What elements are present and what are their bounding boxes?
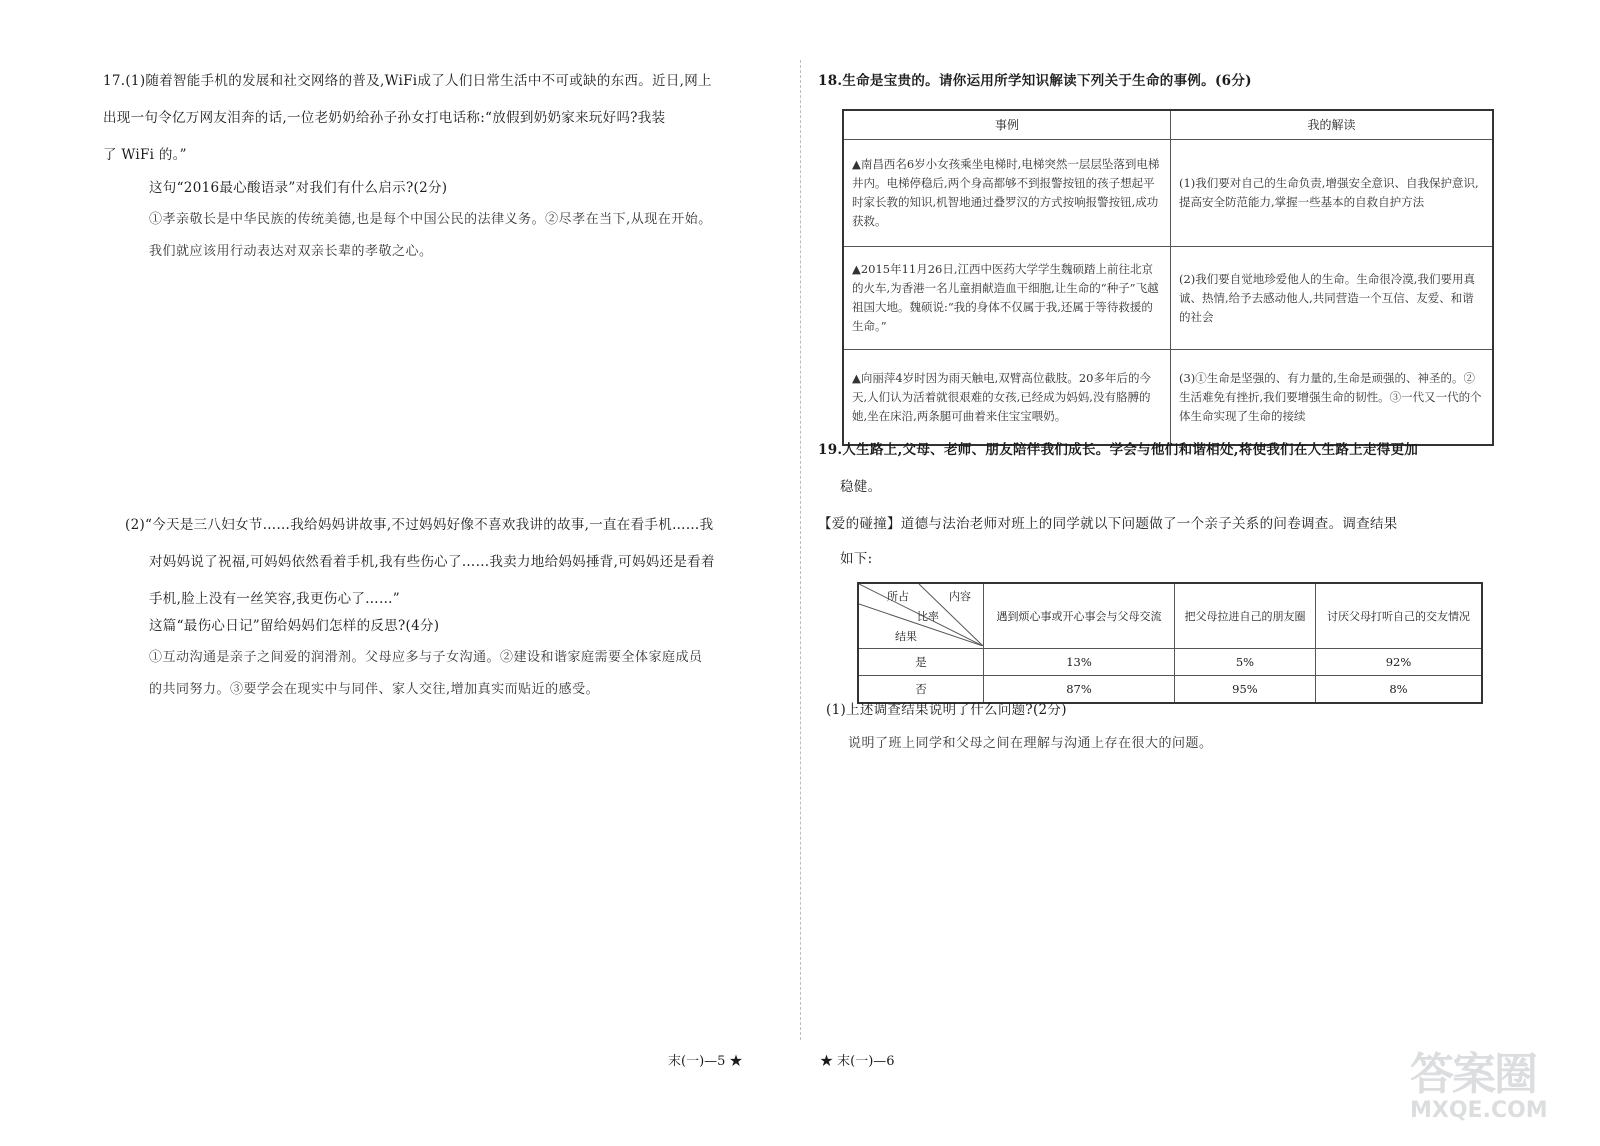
q17-part1: [103, 68, 783, 266]
q17-p2-answer-line: 的共同努力。③要学会在现实中与同伴、家人交往,增加真实而贴近的感受。: [149, 682, 600, 697]
q19-cell: 95%: [1174, 676, 1315, 704]
q19-intro-line: 如下:: [840, 551, 873, 567]
q17-p2-answer-line: ①互动沟通是亲子之间爱的润滑剂。父母应多与子女沟通。②建设和谐家庭需要全体家庭成员: [149, 650, 703, 665]
corner-label-top-left: 所占: [887, 590, 909, 603]
q18-reading-cell: (1)我们要对自己的生命负责,增强安全意识、自我保护意识,提高安全防范能力,掌握一些基本的自救自护方法: [1171, 140, 1494, 247]
q19-cell: 5%: [1174, 649, 1315, 676]
q18-event-cell: ▲向丽萍4岁时因为雨天触电,双臂高位截肢。20多年后的今天,人们认为活着就很艰难的女孩,已经成为妈妈,没有胳膊的她,坐在床沿,两条腿可曲着来住宝宝喂奶。: [843, 350, 1171, 446]
left-page-number: 末(一)—5 ★: [668, 1054, 743, 1069]
q18-table: [842, 109, 1494, 446]
q19-cell: 92%: [1315, 649, 1482, 676]
q19-survey-table: [857, 582, 1483, 704]
q18-event-cell: ▲南昌西名6岁小女孩乘坐电梯时,电梯突然一层层坠落到电梯井内。电梯停稳后,两个身高都够不到报警按钮的孩子想起平时家长教的知识,机智地通过叠罗汉的方式按响报警按钮,成功获救。: [843, 140, 1171, 247]
watermark-logo: [1410, 1038, 1560, 1128]
page-divider: [800, 60, 801, 1040]
table-row: [843, 247, 1493, 350]
q18-reading-cell: (2)我们要自觉地珍爱他人的生命。生命很冷漠,我们要用真诚、热情,给予去感动他人,共同营造一个互信、友爱、和谐的社会: [1171, 247, 1494, 350]
q17-p1-line: 出现一句令亿万网友泪奔的话,一位老奶奶给孙子孙女打电话称:“放假到奶奶家来玩好吗?我装: [103, 110, 666, 126]
q19-cell: 87%: [984, 676, 1175, 704]
q19-heading-line: 稳健。: [840, 479, 882, 495]
q19-block: [818, 437, 1498, 573]
q19-row-label: 否: [858, 676, 984, 704]
right-page: [818, 68, 1498, 95]
watermark-bottom-text: MXQE.COM: [1410, 1098, 1548, 1123]
q17-p2-line: 手机,脸上没有一丝笑容,我更伤心了……”: [149, 591, 400, 607]
left-page: [103, 68, 783, 697]
corner-label-middle: 比率: [917, 610, 939, 623]
q18-event-cell: ▲2015年11月26日,江西中医药大学学生魏硕踏上前往北京的火车,为香港一名儿童捐献造血干细胞,让生命的“种子”飞越祖国大地。魏硕说:“我的身体不仅属于我,还属于等待救援的生命。”: [843, 247, 1171, 350]
q17-p1-answer-line: ①孝亲敬长是中华民族的传统美德,也是每个中国公民的法律义务。②尽孝在当下,从现在开始。: [149, 212, 712, 227]
table-row: [843, 350, 1493, 446]
q19-col-header: 遇到烦心事或开心事会与父母交流: [984, 583, 1175, 649]
q19-table-header: [858, 583, 1482, 649]
q18-reading-cell: (3)①生命是坚强的、有力量的,生命是顽强的、神圣的。②生活难免有挫折,我们要增强生命的韧性。③一代又一代的个体生命实现了生命的接续: [1171, 350, 1494, 446]
q19-intro-line: 【爱的碰撞】道德与法治老师对班上的同学就以下问题做了一个亲子关系的问卷调查。调查结果: [818, 516, 1398, 532]
q17-p1-answer-line: 我们就应该用行动表达对双亲长辈的孝敬之心。: [149, 244, 433, 259]
watermark-top-text: 答案圈: [1410, 1049, 1536, 1100]
q19-cell: 8%: [1315, 676, 1482, 704]
q17-p1-question: 这句“2016最心酸语录”对我们有什么启示?(2分): [149, 180, 448, 196]
q19-sub-question: (1)上述调查结果说明了什么问题?(2分): [826, 702, 1067, 718]
q17-p1-line: 17.(1)随着智能手机的发展和社交网络的普及,WiFi成了人们日常生活中不可或缺的东西。近日,网上: [103, 73, 712, 89]
q19-sub1: [826, 697, 1496, 758]
q19-col-header: 讨厌父母打听自己的交友情况: [1315, 583, 1482, 649]
q18-table-header: [843, 110, 1493, 140]
q19-corner-cell: [858, 583, 984, 649]
q19-sub-answer: 说明了班上同学和父母之间在理解与沟通上存在很大的问题。: [848, 736, 1213, 751]
q19-col-header: 把父母拉进自己的朋友圈: [1174, 583, 1315, 649]
table-row: [858, 649, 1482, 676]
corner-label-top-right: 内容: [949, 590, 971, 603]
q17-p2-question: 这篇“最伤心日记”留给妈妈们怎样的反思?(4分): [149, 618, 440, 634]
q19-cell: 13%: [984, 649, 1175, 676]
q19-row-label: 是: [858, 649, 984, 676]
q18-col-reading-header: 我的解读: [1171, 110, 1494, 140]
table-row: [843, 140, 1493, 247]
q18-col-event-header: 事例: [843, 110, 1171, 140]
right-page-number: ★ 末(一)—6: [820, 1054, 895, 1069]
q17-p2-line: (2)“今天是三八妇女节……我给妈妈讲故事,不过妈妈好像不喜欢我讲的故事,一直在看手机……我: [125, 517, 714, 533]
q17-p1-line: 了 WiFi 的。”: [103, 147, 187, 163]
q19-heading-line: 19.人生路上,父母、老师、朋友陪伴我们成长。学会与他们和谐相处,将使我们在人生路上走得更加: [818, 442, 1419, 458]
q17-part2: [125, 512, 785, 704]
q18-heading: 18.生命是宝贵的。请你运用所学知识解读下列关于生命的事例。(6分): [818, 73, 1252, 89]
corner-label-bottom: 结果: [895, 630, 917, 643]
q17-p2-line: 对妈妈说了祝福,可妈妈依然看着手机,我有些伤心了……我卖力地给妈妈捶背,可妈妈还是看着: [149, 554, 715, 570]
